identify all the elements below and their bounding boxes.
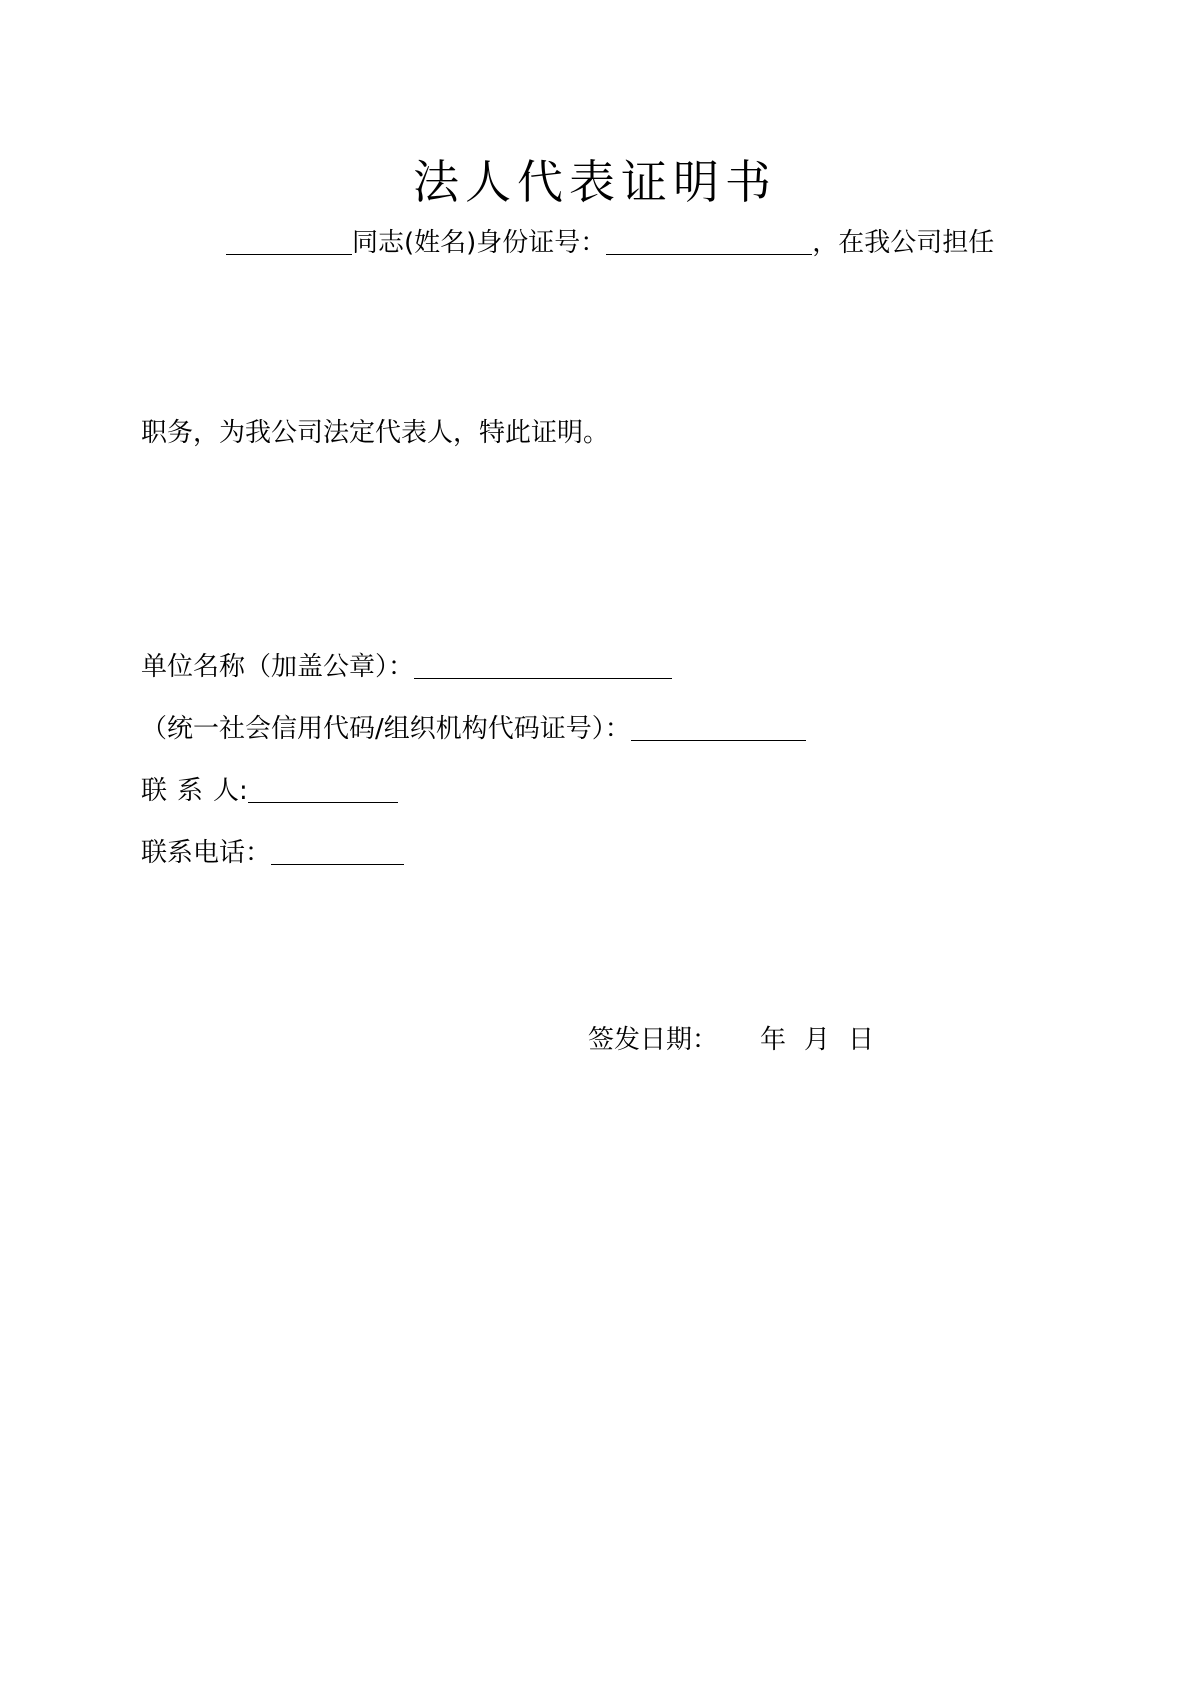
issue-date-label: 签发日期： xyxy=(588,1025,719,1055)
contact-person-label-2: 系 xyxy=(177,776,204,806)
credit-code-blank[interactable] xyxy=(631,714,806,741)
line2-text: 职务，为我公司法定代表人，特此证明。 xyxy=(141,418,610,448)
line1-text-a: 同志(姓名)身份证号： xyxy=(352,228,607,258)
issue-date-month: 月 xyxy=(804,1025,831,1055)
unit-name-label: 单位名称（加盖公章）： xyxy=(141,652,415,682)
contact-person-row xyxy=(141,773,398,809)
certificate-line-1 xyxy=(226,225,994,261)
unit-name-row xyxy=(141,649,672,685)
line1-text-b: ，在我公司担任 xyxy=(812,228,995,258)
contact-phone-blank[interactable] xyxy=(271,838,404,865)
issue-date-row xyxy=(588,1022,874,1058)
issue-date-year: 年 xyxy=(760,1025,787,1055)
issue-date-day: 日 xyxy=(848,1025,875,1055)
contact-phone-row xyxy=(141,835,404,871)
contact-person-blank[interactable] xyxy=(248,776,398,803)
contact-person-label-3: 人: xyxy=(213,776,248,806)
unit-name-blank[interactable] xyxy=(414,652,672,679)
document-title: 法人代表证明书 xyxy=(413,155,777,209)
name-blank[interactable] xyxy=(226,228,352,255)
contact-person-label-1: 联 xyxy=(141,776,168,806)
credit-code-label: （统一社会信用代码/组织机构代码证号）： xyxy=(141,714,631,744)
contact-phone-label: 联系电话： xyxy=(141,838,272,868)
id-number-blank[interactable] xyxy=(606,228,812,255)
certificate-line-2 xyxy=(141,415,609,451)
credit-code-row xyxy=(141,711,806,747)
